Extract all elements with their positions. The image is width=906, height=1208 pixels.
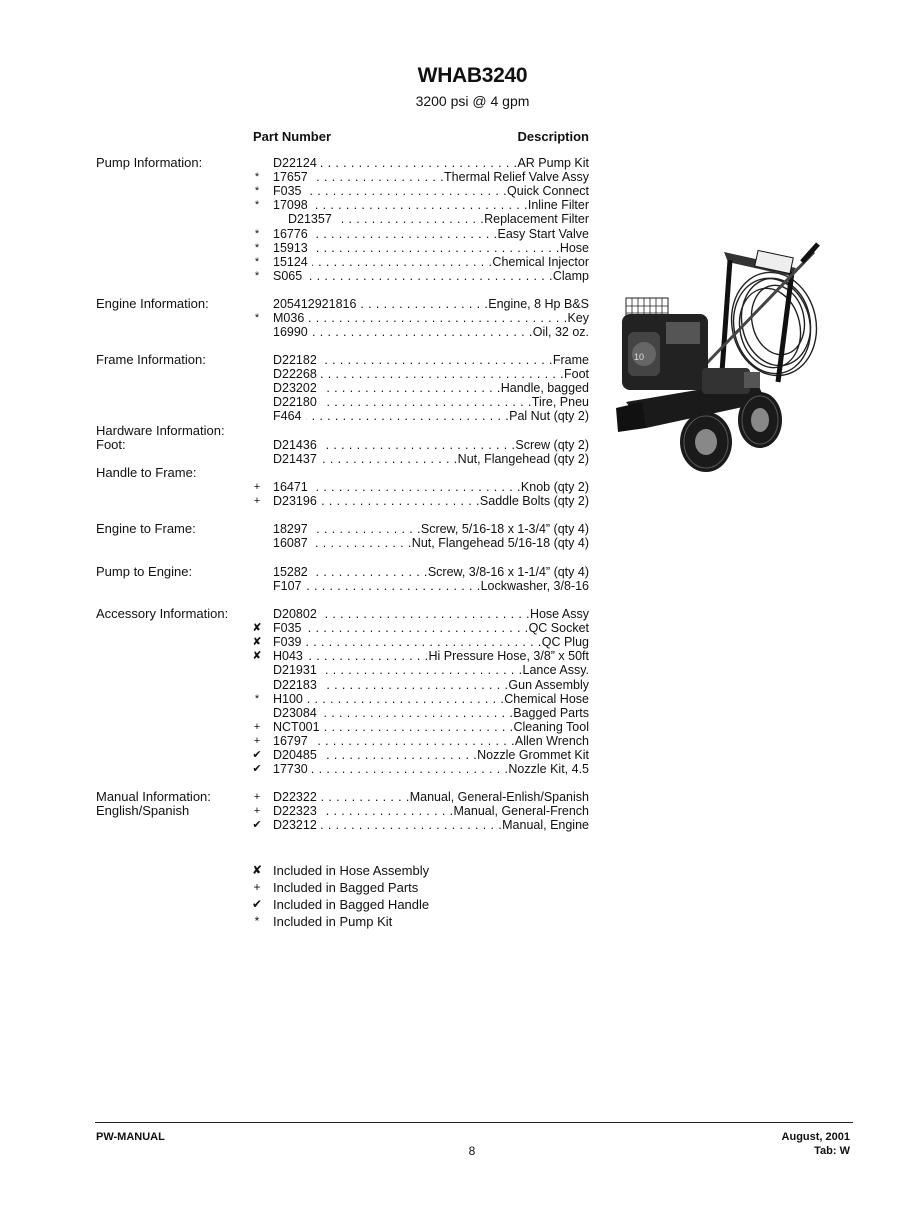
part-number: D20802 xyxy=(273,607,317,621)
section-label-line: Engine to Frame: xyxy=(96,521,196,536)
part-description: QC Socket xyxy=(528,621,589,636)
footer-date-tab xyxy=(782,1130,850,1158)
inclusion-mark: * xyxy=(254,171,260,184)
part-description: Nut, Flangehead (qty 2) xyxy=(457,452,589,467)
section-label-line: Hardware Information: xyxy=(96,423,225,438)
dot-leader xyxy=(312,227,498,241)
part-row xyxy=(250,381,589,395)
inclusion-mark: ✘ xyxy=(252,636,262,649)
legend-mark: ✘ xyxy=(251,863,263,877)
part-number: D22322 xyxy=(273,790,317,804)
inclusion-mark: + xyxy=(253,791,261,803)
part-line xyxy=(273,804,589,818)
part-number: D23084 xyxy=(273,705,317,720)
part-number: 17098 xyxy=(273,198,308,213)
part-number: D22124 xyxy=(273,156,317,170)
part-row xyxy=(250,241,589,255)
part-number: D20485 xyxy=(273,748,317,762)
part-number: F039 xyxy=(273,635,302,650)
part-description: Allen Wrench xyxy=(514,733,589,748)
description-header: Description xyxy=(517,129,589,144)
dot-leader xyxy=(321,452,458,466)
part-line xyxy=(273,255,589,269)
part-description: Replacement Filter xyxy=(484,212,589,227)
inclusion-mark: ✔ xyxy=(252,819,262,832)
dot-leader xyxy=(312,536,412,550)
part-description: Foot xyxy=(563,367,589,382)
section-label-line: Frame Information: xyxy=(96,352,206,367)
part-description: Gun Assembly xyxy=(508,677,589,692)
part-description: Screw (qty 2) xyxy=(515,438,589,453)
dot-leader xyxy=(312,198,528,212)
part-description: Manual, Engine xyxy=(502,818,589,833)
inclusion-mark: + xyxy=(253,481,261,494)
part-row xyxy=(250,734,589,748)
inclusion-mark: * xyxy=(254,692,260,705)
part-row xyxy=(250,311,589,325)
part-line xyxy=(273,156,589,170)
dot-leader xyxy=(312,522,421,536)
part-number: M036 xyxy=(273,311,305,326)
dot-leader xyxy=(307,692,504,706)
legend-text: Included in Pump Kit xyxy=(273,914,393,929)
part-row xyxy=(250,649,589,663)
part-number: D21931 xyxy=(273,663,317,678)
part-line xyxy=(273,311,589,325)
part-description: Knob (qty 2) xyxy=(520,480,589,495)
part-line xyxy=(273,269,589,283)
part-number: F035 xyxy=(273,621,302,636)
part-row xyxy=(250,367,589,381)
section-label xyxy=(96,353,256,367)
part-row xyxy=(250,706,589,720)
part-number: 16471 xyxy=(273,480,308,495)
section-label-line: Pump to Engine: xyxy=(96,564,193,579)
part-description: Easy Start Valve xyxy=(497,226,589,241)
part-description: Lockwasher, 3/8-16 xyxy=(480,579,589,594)
part-number: 15282 xyxy=(273,565,308,579)
part-description: Manual, General-Enlish/Spanish xyxy=(409,790,589,804)
part-number: D23212 xyxy=(273,818,317,833)
footer-date: August, 2001 xyxy=(781,1131,850,1143)
part-number: 17657 xyxy=(273,170,308,185)
part-number-header: Part Number xyxy=(253,129,332,144)
section-label xyxy=(96,522,256,536)
part-number: D22323 xyxy=(273,804,317,819)
part-line xyxy=(273,635,589,649)
part-description: Frame xyxy=(552,353,589,367)
section-label-line: Engine Information: xyxy=(96,296,209,311)
part-line xyxy=(273,678,589,692)
part-line xyxy=(273,621,589,635)
part-number: 16087 xyxy=(273,536,308,551)
part-row xyxy=(250,353,589,367)
inclusion-mark: * xyxy=(254,269,260,282)
part-line xyxy=(273,607,589,621)
part-row xyxy=(250,227,589,241)
dot-leader xyxy=(321,804,454,818)
part-row xyxy=(250,678,589,692)
part-description: Quick Connect xyxy=(507,184,589,199)
part-number: S065 xyxy=(273,268,303,283)
dot-leader xyxy=(324,720,514,734)
inclusion-mark: * xyxy=(254,185,260,198)
part-line xyxy=(273,579,589,593)
section-label-line: English/Spanish xyxy=(96,803,190,819)
dot-leader xyxy=(312,325,533,339)
part-description: Key xyxy=(567,311,589,326)
model-title: WHAB3240 xyxy=(417,64,528,87)
dot-leader xyxy=(321,438,516,452)
part-description: Nozzle Grommet Kit xyxy=(477,748,589,762)
part-number: 18297 xyxy=(273,522,308,536)
part-description: Handle, bagged xyxy=(500,381,589,396)
dot-leader xyxy=(321,790,410,804)
part-row xyxy=(250,297,589,311)
part-description: Oil, 32 oz. xyxy=(532,325,589,340)
part-number: D21437 xyxy=(273,452,317,467)
part-number: 16797 xyxy=(273,733,308,748)
part-row xyxy=(250,255,589,269)
dot-leader xyxy=(321,367,564,381)
part-line xyxy=(273,438,589,452)
part-line xyxy=(273,663,589,677)
inclusion-mark: + xyxy=(253,805,261,818)
footer-rule xyxy=(95,1122,853,1123)
legend-mark: * xyxy=(254,914,260,928)
part-row xyxy=(250,480,589,494)
part-row xyxy=(250,818,589,832)
pressure-washer-illustration xyxy=(606,232,822,482)
dot-leader xyxy=(312,734,515,748)
inclusion-mark: ✘ xyxy=(252,622,262,635)
part-line xyxy=(273,748,589,762)
part-number: 16776 xyxy=(273,226,308,241)
dot-leader xyxy=(306,579,481,593)
part-description: Chemical Injector xyxy=(492,254,589,269)
dot-leader xyxy=(308,311,567,325)
part-line xyxy=(273,706,589,720)
part-number: D23202 xyxy=(273,381,317,396)
part-row xyxy=(250,438,589,452)
legend-mark: ✔ xyxy=(251,897,263,911)
part-line xyxy=(273,198,589,212)
part-row xyxy=(250,692,589,706)
part-row xyxy=(250,804,589,818)
part-line xyxy=(273,720,589,734)
part-line xyxy=(273,818,589,832)
part-line xyxy=(288,212,589,226)
part-number: D22180 xyxy=(273,395,317,410)
part-number: F035 xyxy=(273,184,302,199)
part-row xyxy=(250,156,589,170)
footer-manual-code: PW-MANUAL xyxy=(96,1131,165,1143)
part-number: 15913 xyxy=(273,240,308,255)
inclusion-mark: ✔ xyxy=(252,749,262,761)
part-line xyxy=(273,170,589,184)
legend xyxy=(250,862,550,930)
part-row xyxy=(250,607,589,621)
part-number: NCT001 xyxy=(273,719,320,734)
part-number: D23196 xyxy=(273,494,317,509)
part-description: Thermal Relief Valve Assy xyxy=(444,170,589,185)
part-description: Saddle Bolts (qty 2) xyxy=(479,494,589,509)
part-line xyxy=(273,565,589,579)
part-description: Lance Assy. xyxy=(522,663,589,678)
part-line xyxy=(273,367,589,381)
dot-leader xyxy=(312,241,560,255)
part-line xyxy=(273,649,589,663)
part-line xyxy=(273,409,589,423)
part-line xyxy=(273,381,589,395)
dot-leader xyxy=(312,255,493,269)
inclusion-mark: + xyxy=(253,495,261,508)
part-row xyxy=(250,325,589,339)
part-number: 205412921816 xyxy=(273,297,357,311)
legend-text: Included in Bagged Handle xyxy=(273,897,430,912)
inclusion-mark: * xyxy=(254,255,260,268)
part-description: Screw, 3/8-16 x 1-1/4” (qty 4) xyxy=(427,565,589,579)
part-row xyxy=(250,494,589,508)
part-row xyxy=(250,748,589,762)
part-description: Cleaning Tool xyxy=(513,719,589,734)
part-line xyxy=(273,227,589,241)
section-label-line: Pump Information: xyxy=(96,155,203,170)
part-row xyxy=(250,198,589,212)
part-number: 15124 xyxy=(273,254,308,269)
dot-leader xyxy=(321,678,509,692)
page-number: 8 xyxy=(468,1144,476,1158)
part-row xyxy=(250,536,589,550)
inclusion-mark: ✔ xyxy=(252,763,262,776)
legend-text: Included in Hose Assembly xyxy=(273,863,430,878)
dot-leader xyxy=(321,494,480,508)
dot-leader xyxy=(306,409,510,423)
part-number: D22182 xyxy=(273,353,317,367)
part-description: Bagged Parts xyxy=(513,705,589,720)
dot-leader xyxy=(307,649,429,663)
dot-leader xyxy=(321,818,502,832)
part-description: Nozzle Kit, 4.5 xyxy=(508,762,589,777)
dot-leader xyxy=(321,156,518,170)
part-description: Nut, Flangehead 5/16-18 (qty 4) xyxy=(411,536,589,551)
section-label-line: Foot: xyxy=(96,437,126,453)
part-row xyxy=(250,663,589,677)
part-row xyxy=(250,720,589,734)
legend-item xyxy=(250,896,550,913)
part-line xyxy=(273,353,589,367)
footer-tab: Tab: W xyxy=(814,1145,850,1157)
part-description: Pal Nut (qty 2) xyxy=(509,409,589,424)
part-number: D22183 xyxy=(273,677,317,692)
part-description: Tire, Pneu xyxy=(531,395,589,410)
part-row xyxy=(250,635,589,649)
dot-leader xyxy=(321,748,477,762)
legend-text: Included in Bagged Parts xyxy=(273,880,419,895)
part-row xyxy=(250,452,589,466)
dot-leader xyxy=(321,607,530,621)
part-row xyxy=(250,579,589,593)
inclusion-mark: + xyxy=(253,734,261,747)
section-label xyxy=(96,565,256,579)
inclusion-mark: + xyxy=(253,720,261,733)
part-line xyxy=(273,297,589,311)
part-row xyxy=(250,212,589,226)
dot-leader xyxy=(321,663,523,677)
section-label-line: Accessory Information: xyxy=(96,606,229,621)
part-description: Chemical Hose xyxy=(504,691,589,706)
part-line xyxy=(273,452,589,466)
section-label xyxy=(96,297,256,311)
part-line xyxy=(273,395,589,409)
part-row xyxy=(250,565,589,579)
part-line xyxy=(273,692,589,706)
part-line xyxy=(273,480,589,494)
part-description: Hi Pressure Hose, 3/8” x 50ft xyxy=(428,649,589,664)
dot-leader xyxy=(312,565,428,579)
part-line xyxy=(273,184,589,198)
part-row xyxy=(250,522,589,536)
section-label xyxy=(96,790,256,818)
dot-leader xyxy=(321,353,553,367)
dot-leader xyxy=(306,184,508,198)
part-row xyxy=(250,269,589,283)
part-row xyxy=(250,184,589,198)
part-number: F464 xyxy=(273,409,302,424)
part-row xyxy=(250,621,589,635)
dot-leader xyxy=(312,170,444,184)
section-label xyxy=(96,607,256,621)
legend-mark: + xyxy=(253,880,261,894)
section-label-line: Manual Information: xyxy=(96,789,211,804)
dot-leader xyxy=(312,480,521,494)
dot-leader xyxy=(306,621,529,635)
dot-leader xyxy=(321,395,532,409)
part-row xyxy=(250,409,589,423)
part-row xyxy=(250,790,589,804)
part-line xyxy=(273,522,589,536)
part-number: D22268 xyxy=(273,367,317,382)
dot-leader xyxy=(321,706,513,720)
part-line xyxy=(273,536,589,550)
svg-text:10: 10 xyxy=(634,352,645,362)
legend-item xyxy=(250,913,550,930)
section-label xyxy=(96,156,256,170)
dot-leader xyxy=(321,381,501,395)
part-description: Clamp xyxy=(552,268,589,283)
part-description: Engine, 8 Hp B&S xyxy=(488,297,589,311)
part-number: H043 xyxy=(273,649,303,664)
part-description: Hose Assy xyxy=(529,607,589,621)
inclusion-mark: * xyxy=(254,312,260,325)
legend-item xyxy=(250,879,550,896)
part-description: QC Plug xyxy=(541,635,589,650)
section-label xyxy=(96,466,256,480)
dot-leader xyxy=(360,297,488,311)
part-description: Hose xyxy=(559,240,589,255)
section-label-line: Handle to Frame: xyxy=(96,465,197,480)
part-number: 16990 xyxy=(273,325,308,340)
inclusion-mark: * xyxy=(254,199,260,212)
part-row xyxy=(250,170,589,184)
part-row xyxy=(250,762,589,776)
part-line xyxy=(273,734,589,748)
part-line xyxy=(273,241,589,255)
part-number: F107 xyxy=(273,579,302,594)
legend-item xyxy=(250,862,550,879)
part-description: Inline Filter xyxy=(527,198,589,213)
inclusion-mark: * xyxy=(254,227,260,240)
part-row xyxy=(250,395,589,409)
part-line xyxy=(273,790,589,804)
part-number: D21357 xyxy=(288,212,332,227)
dot-leader xyxy=(312,762,509,776)
part-line xyxy=(273,494,589,508)
part-line xyxy=(273,325,589,339)
part-description: AR Pump Kit xyxy=(517,156,589,170)
part-line xyxy=(273,762,589,776)
part-description: Manual, General-French xyxy=(453,804,589,819)
model-spec: 3200 psi @ 4 gpm xyxy=(415,93,530,109)
inclusion-mark: ✘ xyxy=(252,650,262,663)
inclusion-mark: * xyxy=(254,241,260,254)
dot-leader xyxy=(306,269,553,283)
part-number: H100 xyxy=(273,691,303,706)
part-description: Screw, 5/16-18 x 1-3/4” (qty 4) xyxy=(420,522,589,536)
dot-leader xyxy=(306,635,542,649)
part-number: D21436 xyxy=(273,438,317,453)
part-number: 17730 xyxy=(273,762,308,777)
section-label xyxy=(96,424,256,452)
dot-leader xyxy=(336,212,484,226)
